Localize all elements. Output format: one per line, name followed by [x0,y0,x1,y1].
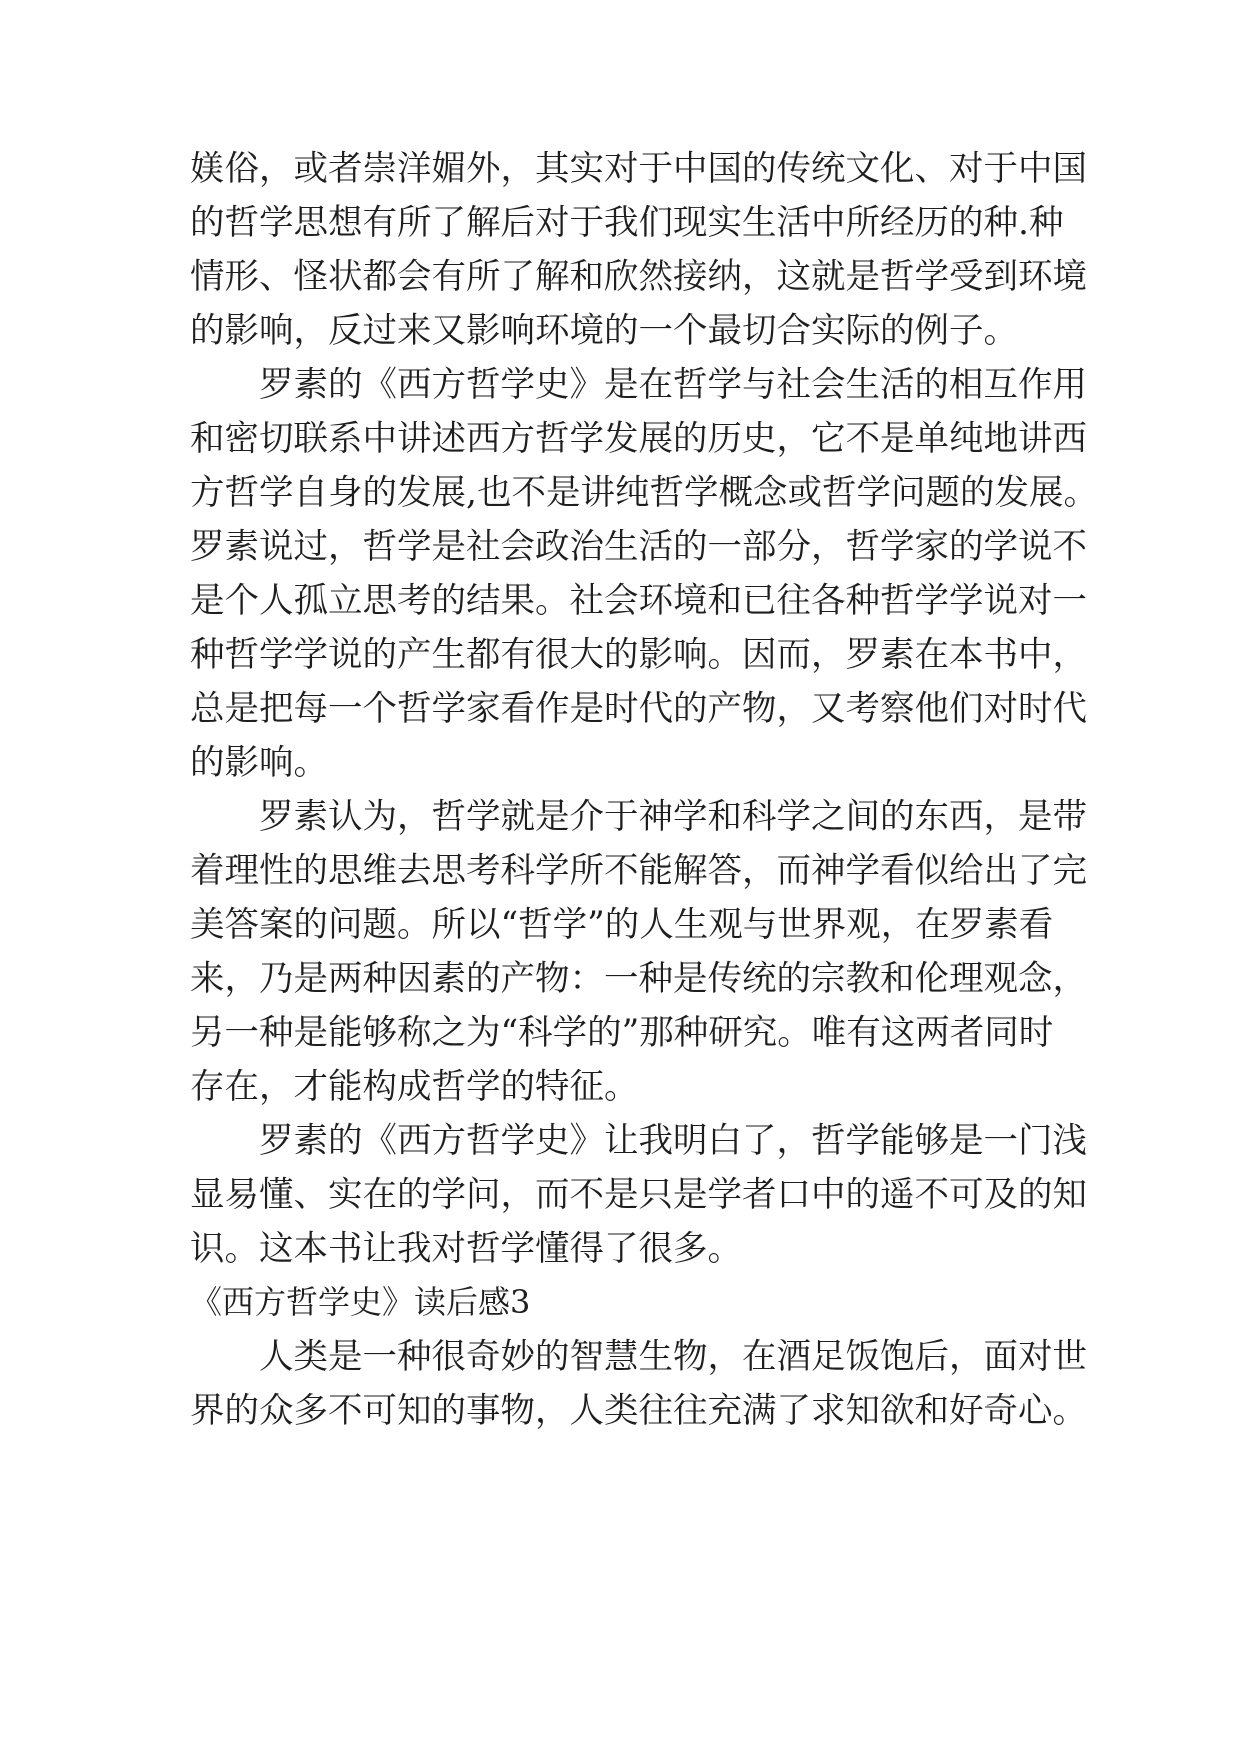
text-line: 种哲学学说的产生都有很大的影响。因而，罗素在本书中， [190,635,1087,675]
paragraph-start-line: 人类是一种很奇妙的智慧生物，在酒足饭饱后，面对世 [190,1337,1087,1377]
text-line: 是个人孤立思考的结果。社会环境和已往各种哲学学说对一 [190,581,1087,621]
text-line: 总是把每一个哲学家看作是时代的产物，又考察他们对时代 [190,689,1087,729]
text-line: 的影响。 [190,743,328,783]
section-heading: 《西方哲学史》读后感3 [190,1283,531,1321]
paragraph-start-line: 罗素认为，哲学就是介于神学和科学之间的东西，是带 [190,797,1087,837]
text-line: 显易懂、实在的学问，而不是只是学者口中的遥不可及的知 [190,1175,1087,1215]
text-line: 存在，才能构成哲学的特征。 [190,1067,639,1107]
text-line: 的哲学思想有所了解后对于我们现实生活中所经历的种.种 [190,203,1064,243]
text-line: 和密切联系中讲述西方哲学发展的历史，它不是单纯地讲西 [190,419,1087,459]
text-line: 界的众多不可知的事物，人类往往充满了求知欲和好奇心。 [190,1391,1087,1431]
text-line: 的影响，反过来又影响环境的一个最切合实际的例子。 [190,311,1018,351]
text-line: 媄俗，或者崇洋媚外，其实对于中国的传统文化、对于中国 [190,149,1087,189]
text-line: 情形、怪状都会有所了解和欣然接纳，这就是哲学受到环境 [190,257,1087,297]
text-line: 方哲学自身的发展,也不是讲纯哲学概念或哲学问题的发展。 [190,473,1098,513]
text-line: 美答案的问题。所以“哲学”的人生观与世界观，在罗素看 [190,905,1054,945]
text-line: 来，乃是两种因素的产物：一种是传统的宗教和伦理观念， [190,959,1087,999]
paragraph-start-line: 罗素的《西方哲学史》让我明白了，哲学能够是一门浅 [190,1121,1087,1161]
text-line: 罗素说过，哲学是社会政治生活的一部分，哲学家的学说不 [190,527,1087,567]
text-line: 另一种是能够称之为“科学的”那种研究。唯有这两者同时 [190,1013,1054,1053]
paragraph-start-line: 罗素的《西方哲学史》是在哲学与社会生活的相互作用 [190,365,1087,405]
text-line: 着理性的思维去思考科学所不能解答，而神学看似给出了完 [190,851,1087,891]
text-line: 识。这本书让我对哲学懂得了很多。 [190,1229,742,1269]
